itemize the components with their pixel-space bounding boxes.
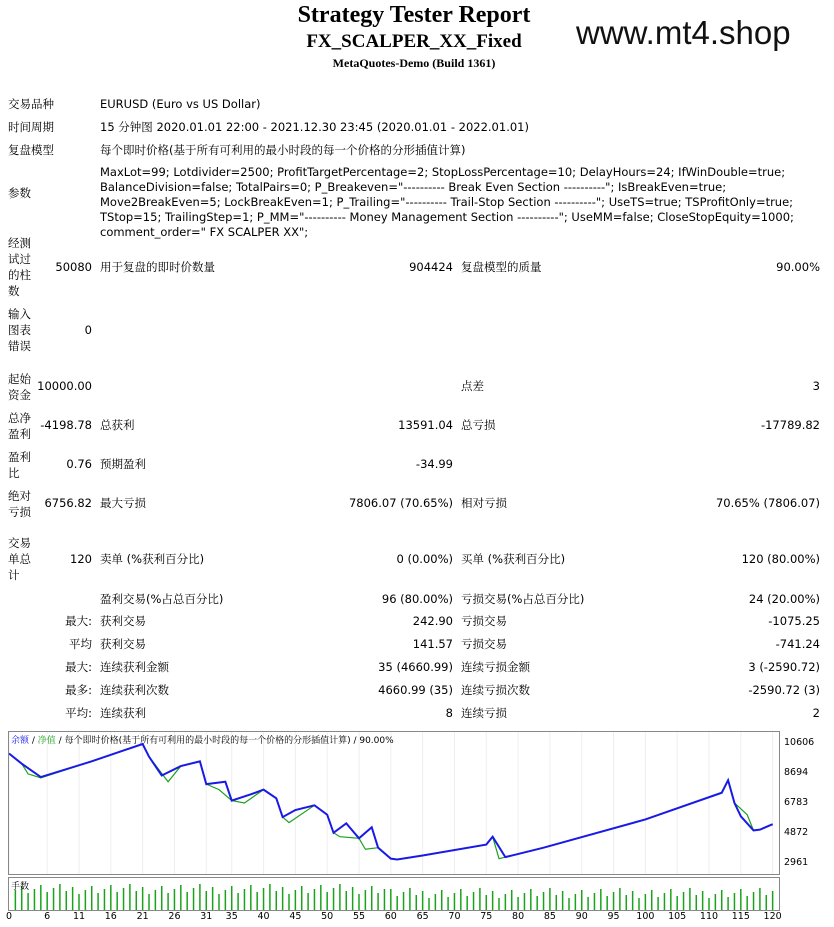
deposit-label: 起始资金 xyxy=(8,372,31,402)
symbol-label: 交易品种 xyxy=(8,97,54,111)
detail-prefix: 平均: xyxy=(65,706,92,720)
absolute-drawdown-label: 绝对亏损 xyxy=(8,489,31,519)
x-tick-label: 26 xyxy=(168,911,181,922)
x-tick-label: 120 xyxy=(763,911,782,922)
x-tick-label: 75 xyxy=(480,911,493,922)
server-build: MetaQuotes-Demo (Build 1361) xyxy=(332,56,496,70)
errors-label: 输入图表错误 xyxy=(8,307,31,353)
x-tick-label: 110 xyxy=(699,911,719,922)
detail-label-2: 连续亏损 xyxy=(461,706,507,720)
gross-loss-label: 总亏损 xyxy=(461,418,496,432)
x-tick-label: 35 xyxy=(225,911,238,922)
bars-label: 经测试过的柱数 xyxy=(8,236,31,298)
detail-prefix: 平均 xyxy=(69,637,92,651)
x-tick-label: 31 xyxy=(200,911,213,922)
params-label: 参数 xyxy=(8,186,31,200)
expert-name: FX_SCALPER_XX_Fixed xyxy=(306,31,522,52)
y-tick-label: 2961 xyxy=(784,857,809,868)
detail-label-2: 亏损交易 xyxy=(461,614,507,628)
period-label: 时间周期 xyxy=(8,120,54,134)
watermark-text: www.mt4.shop xyxy=(576,14,791,51)
relative-drawdown-value: 70.65% (7806.07) xyxy=(715,496,820,510)
x-tick-label: 90 xyxy=(575,911,588,922)
profit-factor-label: 盈利比 xyxy=(8,450,31,480)
x-tick-label: 100 xyxy=(636,911,655,922)
x-tick-label: 6 xyxy=(44,911,51,922)
legend-description: / 每个即时价格(基于所有可利用的最小时段的每一个价格的分形插值计算) / 90.00% xyxy=(58,736,394,746)
volume-chart xyxy=(8,877,780,911)
short-positions-value: 0 (0.00%) xyxy=(396,552,453,566)
x-tick-label: 95 xyxy=(607,911,620,922)
detail-value-2: 3 (-2590.72) xyxy=(748,660,820,674)
model-label: 复盘模型 xyxy=(8,143,54,157)
expected-payoff-label: 预期盈利 xyxy=(100,457,146,471)
detail-prefix: 最大: xyxy=(65,614,92,628)
spread-label: 点差 xyxy=(461,379,484,393)
detail-value-1: 35 (4660.99) xyxy=(378,660,453,674)
x-tick-label: 60 xyxy=(384,911,397,922)
gross-profit-label: 总获利 xyxy=(100,418,135,432)
detail-prefix: 最大: xyxy=(65,660,92,674)
max-drawdown-value: 7806.07 (70.65%) xyxy=(348,496,453,510)
x-tick-label: 0 xyxy=(5,911,13,922)
profit-factor-value: 0.76 xyxy=(66,457,92,471)
short-positions-label: 卖单 (%获利百分比) xyxy=(100,552,205,566)
detail-value-1: 8 xyxy=(445,706,453,720)
legend-balance: 余额 xyxy=(11,736,30,746)
y-tick-label: 4872 xyxy=(784,827,809,838)
x-tick-label: 115 xyxy=(731,911,750,922)
total-trades-label: 交易单总计 xyxy=(8,536,31,582)
profit-trades-value: 96 (80.00%) xyxy=(381,592,453,606)
ticks-label: 用于复盘的即时价数量 xyxy=(100,260,215,274)
volume-bars xyxy=(9,878,779,910)
detail-value-2: -741.24 xyxy=(775,637,820,651)
detail-label-2: 亏损交易 xyxy=(461,637,507,651)
detail-label-2: 连续亏损次数 xyxy=(461,683,530,697)
detail-value-2: -2590.72 (3) xyxy=(748,683,820,697)
y-tick-label: 10606 xyxy=(784,737,815,748)
model-value: 每个即时价格(基于所有可利用的最小时段的每一个价格的分形插值计算) xyxy=(100,143,466,157)
x-tick-label: 55 xyxy=(352,911,366,922)
detail-value-1: 242.90 xyxy=(412,614,453,628)
detail-value-2: -1075.25 xyxy=(768,614,820,628)
x-tick-label: 45 xyxy=(289,911,302,922)
net-profit-value: -4198.78 xyxy=(40,418,92,432)
legend-equity: 净值 xyxy=(37,736,56,746)
bars-value: 50080 xyxy=(55,260,92,274)
long-positions-value: 120 (80.00%) xyxy=(741,552,820,566)
detail-label-2: 连续亏损金额 xyxy=(461,660,530,674)
gross-loss-value: -17789.82 xyxy=(760,418,820,432)
detail-value-1: 141.57 xyxy=(412,637,453,651)
x-tick-label: 80 xyxy=(512,911,525,922)
net-profit-label: 总净盈利 xyxy=(8,411,31,441)
ticks-value: 904424 xyxy=(409,260,453,274)
detail-label-1: 连续获利金额 xyxy=(100,660,169,674)
volume-label: 手数 xyxy=(11,882,30,892)
expected-payoff-value: -34.99 xyxy=(415,457,453,471)
x-tick-label: 50 xyxy=(321,911,334,922)
absolute-drawdown-value: 6756.82 xyxy=(44,496,92,510)
deposit-value: 10000.00 xyxy=(37,379,92,393)
long-positions-label: 买单 (%获利百分比) xyxy=(461,552,566,566)
x-tick-label: 65 xyxy=(416,911,429,922)
gross-profit-value: 13591.04 xyxy=(398,418,453,432)
detail-prefix: 最多: xyxy=(65,683,92,697)
total-trades-value: 120 xyxy=(70,552,92,566)
quality-label: 复盘模型的质量 xyxy=(461,260,542,274)
x-tick-label: 21 xyxy=(136,911,149,922)
detail-value-1: 4660.99 (35) xyxy=(378,683,453,697)
symbol-value: EURUSD (Euro vs US Dollar) xyxy=(100,97,261,111)
y-tick-label: 6783 xyxy=(784,797,809,808)
balance-chart-plot xyxy=(9,732,779,874)
report-title: Strategy Tester Report xyxy=(297,2,531,28)
x-tick-label: 85 xyxy=(543,911,556,922)
detail-label-1: 连续获利次数 xyxy=(100,683,169,697)
x-tick-label: 16 xyxy=(104,911,117,922)
x-tick-label: 11 xyxy=(72,911,86,922)
params-value: MaxLot=99; Lotdivider=2500; ProfitTargetPercentage=2; StopLossPercentage=10; DelayHours=24; IfWinDouble=true; BalanceDivision=false; TotalPairs=0; P_Breakeven="---------- Break Even Section ----------"; IsBreakEven=true; Move2BreakEven=5; LockBreakEven=1; P_Trailing="---------- Trail-Stop Section ----------"; UseTS=true; TSProfitOnly=true; TStop=15; TrailingStep=1; P_MM="---------- Money Management Section ----------"; UseMM=false; CloseStopEquity=1000; comment_order=" FX SCALPER XX"; xyxy=(100,165,794,239)
balance-chart xyxy=(8,731,780,875)
chart-legend: 余额 / 净值 / 每个即时价格(基于所有可利用的最小时段的每一个价格的分形插值计算) / 90.00% xyxy=(11,736,394,746)
detail-value-2: 2 xyxy=(812,706,820,720)
relative-drawdown-label: 相对亏损 xyxy=(461,496,507,510)
detail-label-1: 获利交易 xyxy=(100,637,146,651)
y-tick-label: 8694 xyxy=(784,767,809,778)
detail-label-1: 获利交易 xyxy=(100,614,146,628)
x-tick-label: 105 xyxy=(668,911,687,922)
detail-label-1: 连续获利 xyxy=(100,706,146,720)
x-tick-label: 70 xyxy=(448,911,461,922)
quality-value: 90.00% xyxy=(776,260,820,274)
errors-value: 0 xyxy=(84,323,92,337)
max-drawdown-label: 最大亏损 xyxy=(100,496,146,510)
loss-trades-value: 24 (20.00%) xyxy=(748,592,820,606)
spread-value: 3 xyxy=(812,379,820,393)
period-value: 15 分钟图 2020.01.01 22:00 - 2021.12.30 23:45 (2020.01.01 - 2022.01.01) xyxy=(100,120,529,134)
profit-trades-label: 盈利交易(%占总百分比) xyxy=(100,592,224,606)
loss-trades-label: 亏损交易(%占总百分比) xyxy=(461,592,585,606)
x-tick-label: 40 xyxy=(257,911,270,922)
